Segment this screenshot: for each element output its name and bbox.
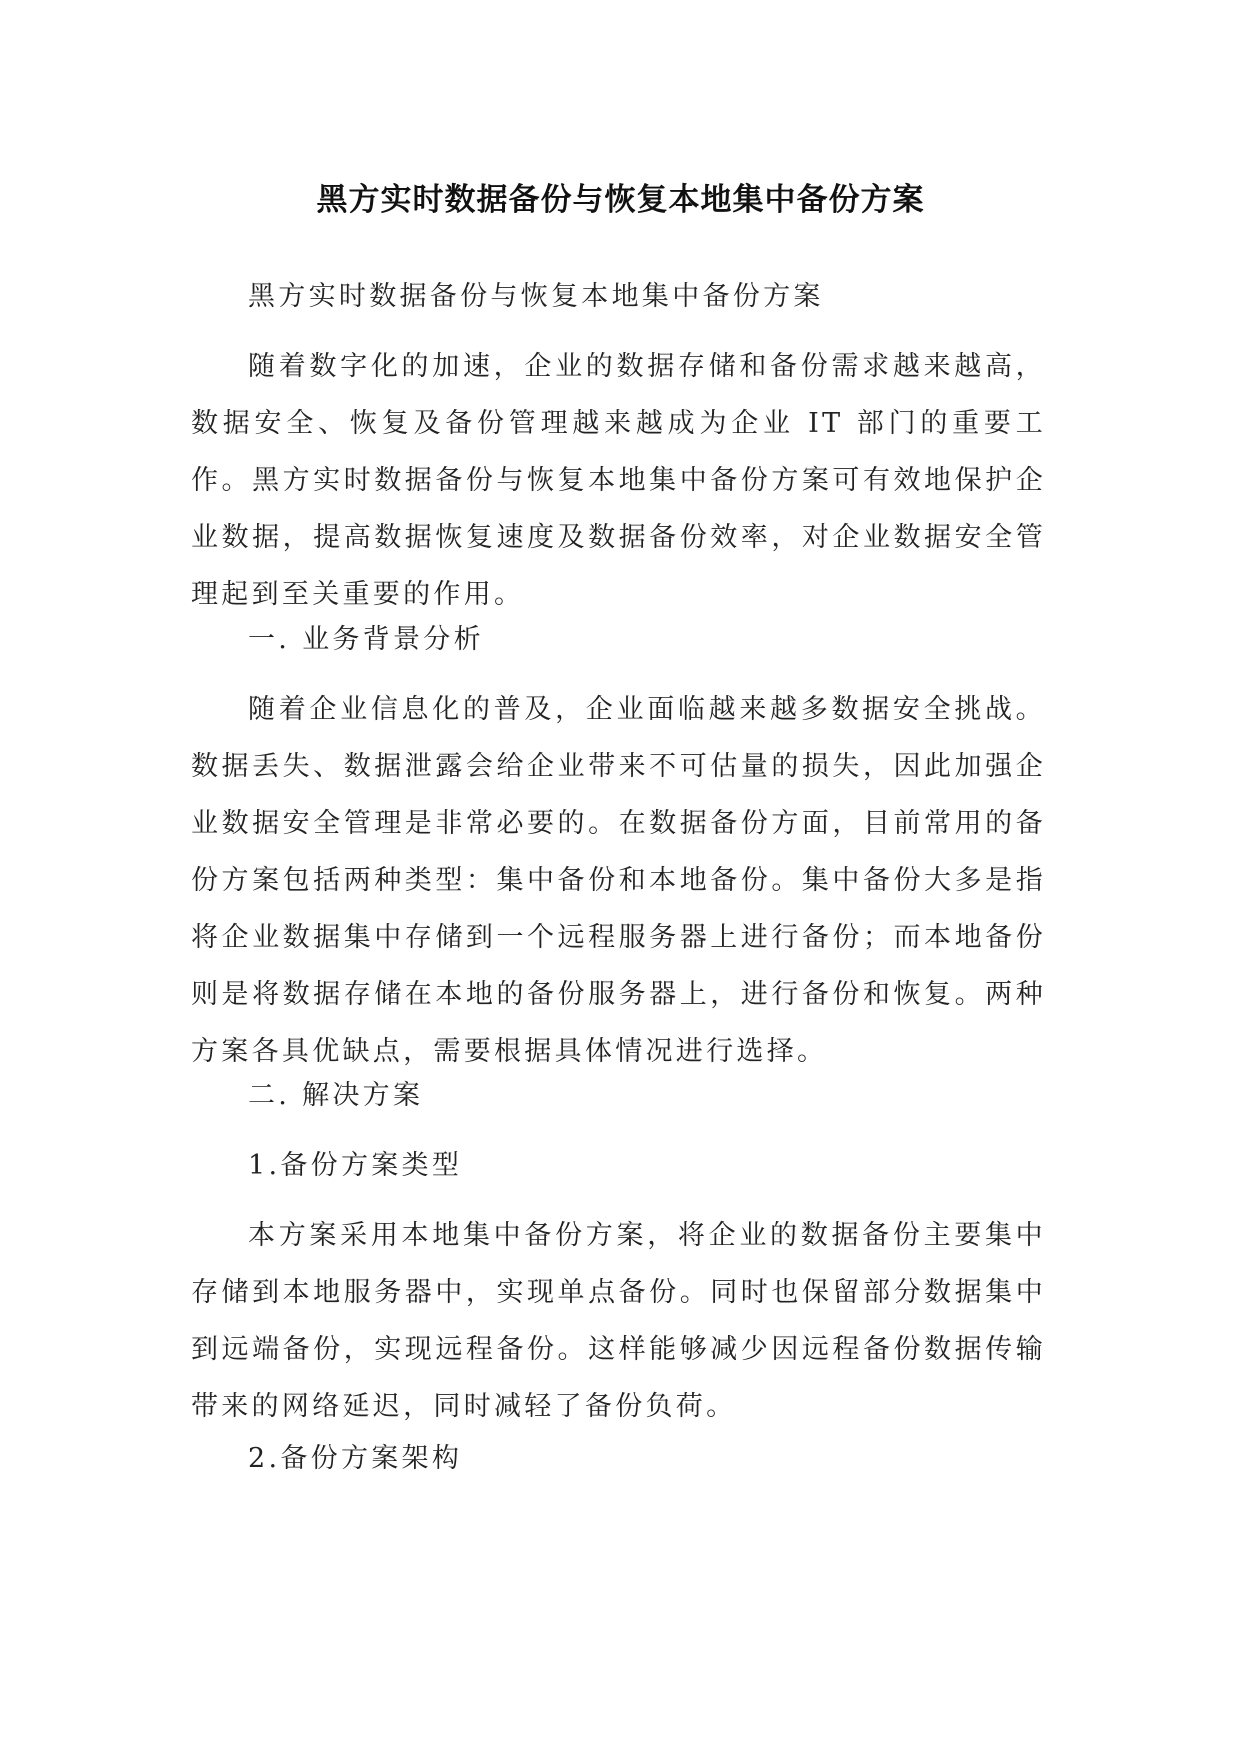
subsection1-paragraph: 本方案采用本地集中备份方案，将企业的数据备份主要集中存储到本地服务器中，实现单点备份。同时也保留部分数据集中到远端备份，实现远程备份。这样能够减少因远程备份数据传输带来的网络延迟，同时减轻了备份负荷。 [191, 1220, 1046, 1422]
intro-paragraph: 随着数字化的加速，企业的数据存储和备份需求越来越高，数据安全、恢复及备份管理越来越成为企业 IT 部门的重要工作。黑方实时数据备份与恢复本地集中备份方案可有效地保护企业数据，提高数据恢复速度及数据备份效率，对企业数据安全管理起到至关重要的作用。 [191, 351, 1046, 610]
subsection2-heading: 2.备份方案架构 [248, 1443, 463, 1474]
section1-heading: 一. 业务背景分析 [248, 624, 484, 655]
section1-paragraph: 随着企业信息化的普及，企业面临越来越多数据安全挑战。数据丢失、数据泄露会给企业带来不可估量的损失，因此加强企业数据安全管理是非常必要的。在数据备份方面，目前常用的备份方案包括两种类型：集中备份和本地备份。集中备份大多是指将企业数据集中存储到一个远程服务器上进行备份；而本地备份则是将数据存储在本地的备份服务器上，进行备份和恢复。两种方案各具优缺点，需要根据具体情况进行选择。 [191, 694, 1046, 1067]
subsection1-heading: 1.备份方案类型 [248, 1150, 463, 1181]
document-title: 黑方实时数据备份与恢复本地集中备份方案 [316, 182, 925, 218]
document-subtitle: 黑方实时数据备份与恢复本地集中备份方案 [248, 281, 824, 312]
section2-heading: 二. 解决方案 [248, 1080, 424, 1111]
